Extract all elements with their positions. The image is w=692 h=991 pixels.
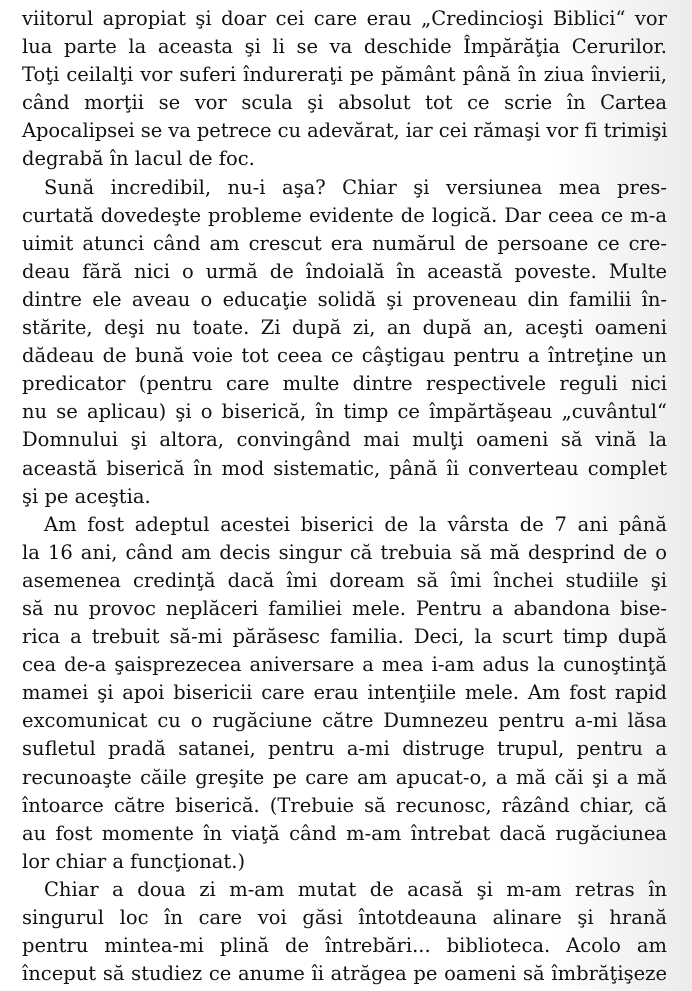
text-line: excomunicat cu o rugăciune către Dumnezeu pentru a-mi lăsa [22, 709, 667, 733]
text-line: singurul loc în care voi găsi întotdeauna alinare şi hrană [22, 906, 667, 929]
paragraph [22, 5, 667, 174]
text-line: predicator (pentru care multe dintre respectivele reguli nici [22, 372, 667, 396]
text-line: mamei şi apoi bisericii care erau intenţiile mele. Am fost rapid [22, 681, 667, 705]
text-line: această biserică în mod sistematic, până îi converteau complet [22, 456, 667, 480]
text-line: dintre ele aveau o educaţie solidă şi proveneau din familii în- [22, 287, 667, 311]
text-line: deau fără nici o urmă de îndoială în această poveste. Multe [22, 259, 667, 283]
text-line: rica a trebuit să-mi părăsesc familia. Deci, la scurt timp după [22, 625, 667, 649]
text-line: lua parte la aceasta şi li se va deschide Împărăţia Cerurilor. [22, 35, 667, 59]
text-line: Apocalipsei se va petrece cu adevărat, iar cei rămaşi vor fi trimişi [22, 119, 668, 143]
paragraph [22, 174, 667, 511]
text-line: degrabă în lacul de foc. [22, 147, 255, 171]
text-line: Sună incredibil, nu-i aşa? Chiar şi versiunea mea pres- [44, 175, 667, 199]
text-line: dădeau de bună voie tot ceea ce câştigau pentru a întreţine un [22, 344, 667, 368]
text-line: când morţii se vor scula şi absolut tot ce scrie în Cartea [22, 91, 667, 115]
text-line: Am fost adeptul acestei biserici de la vârsta de 7 ani până [44, 512, 667, 536]
text-line: întoarce către biserică. (Trebuie să recunosc, râzând chiar, că [22, 793, 667, 817]
text-line: nu se aplicau) şi o biserică, în timp ce împărtăşeau „cuvântul“ [22, 400, 667, 424]
text-line: sufletul pradă satanei, pentru a-mi distruge trupul, pentru a [22, 737, 667, 761]
text-line: Chiar a doua zi m-am mutat de acasă şi m-am retras în [44, 877, 667, 901]
text-line: lor chiar a funcţionat.) [22, 849, 246, 873]
paragraph [22, 876, 667, 988]
text-line: stărite, deşi nu toate. Zi după zi, an după an, aceşti oameni [22, 316, 667, 340]
paragraph [22, 511, 667, 876]
text-line: Toţi ceilalţi vor suferi îndureraţi pe pământ până în ziua învierii, [22, 63, 667, 87]
text-line: recunoaşte căile greşite pe care am apucat-o, a mă căi şi a mă [22, 765, 667, 789]
text-line: viitorul apropiat şi doar cei care erau „Credincioşi Biblici“ vor [22, 7, 667, 30]
text-line: curtată dovedeşte probleme evidente de logică. Dar ceea ce m-a [22, 203, 667, 227]
text-line: cea de-a şaisprezecea aniversare a mea i-am adus la cunoştinţă [22, 653, 667, 677]
text-line: Domnului şi altora, convingând mai mulţi oameni să vină la [22, 428, 667, 452]
text-line: asemenea credinţă dacă îmi doream să îmi închei studiile şi [22, 568, 667, 592]
text-line: şi pe aceştia. [22, 484, 151, 508]
text-line: au fost momente în viaţă când m-am întrebat dacă rugăciunea [22, 821, 667, 845]
text-line: să nu provoc neplăceri familiei mele. Pentru a abandona bise- [22, 596, 667, 620]
text-line: uimit atunci când am crescut era numărul de persoane ce cre- [22, 231, 667, 255]
text-line: început să studiez ce anume îi atrăgea pe oameni să îmbrăţişeze [22, 962, 667, 986]
text-line: la 16 ani, când am decis singur că trebuia să mă desprind de o [22, 540, 667, 564]
text-line: pentru mintea-mi plină de întrebări... biblioteca. Acolo am [22, 934, 667, 958]
book-page-text [22, 5, 667, 988]
